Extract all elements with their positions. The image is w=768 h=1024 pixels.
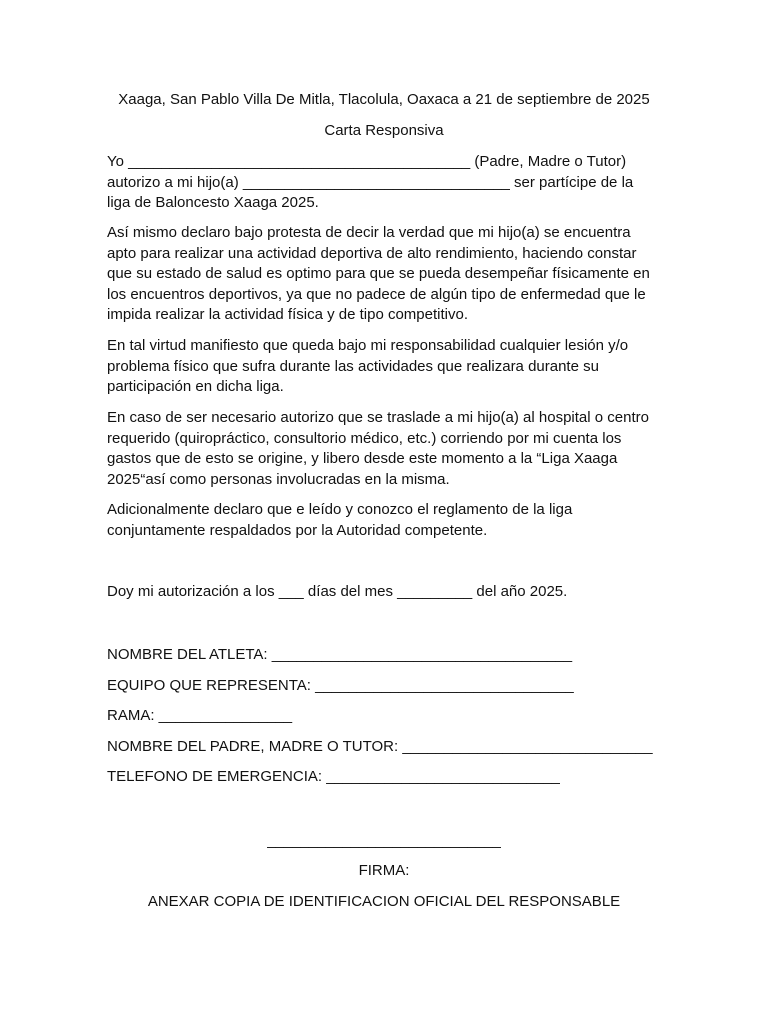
paragraph-line: participación en dicha liga. [107, 378, 284, 396]
signature-label: FIRMA: [358, 862, 410, 879]
annex-note: ANEXAR COPIA DE IDENTIFICACION OFICIAL DEL RESPONSABLE [147, 893, 621, 910]
paragraph-line: impida realizar la actividad física y de tipo competitivo. [107, 306, 468, 324]
paragraph-line: autorizo a mi hijo(a) ________________________________ ser partícipe de la [107, 173, 634, 191]
guardian-name-field: NOMBRE DEL PADRE, MADRE O TUTOR: ______________________________ [107, 738, 653, 755]
branch-field: RAMA: ________________ [107, 707, 293, 724]
paragraph-line: liga de Baloncesto Xaaga 2025. [107, 194, 319, 212]
paragraph-line: apto para realizar una actividad deportiva de alto rendimiento, haciendo constar [107, 244, 637, 262]
paragraph-line: requerido (quiropráctico, consultorio médico, etc.) corriendo por mi cuenta los [107, 429, 622, 447]
paragraph-line: problema físico que sufra durante las actividades que realizara durante su [107, 357, 599, 375]
team-field: EQUIPO QUE REPRESENTA: _______________________________ [107, 677, 574, 694]
paragraph-line: gastos que de esto se origine, y libero desde este momento a la “Liga Xaaga [107, 450, 618, 468]
paragraph-line: Así mismo declaro bajo protesta de decir la verdad que mi hijo(a) se encuentra [107, 224, 631, 241]
document-title: Carta Responsiva [324, 122, 444, 139]
paragraph-line: conjuntamente respaldados por la Autoridad competente. [107, 521, 488, 539]
paragraph-line: Yo _________________________________________ (Padre, Madre o Tutor) [107, 153, 627, 170]
paragraph-responsibility [107, 336, 662, 398]
paragraph-line: los encuentros deportivos, ya que no padece de algún tipo de enfermedad que le [107, 285, 646, 303]
paragraph-line: En tal virtud manifiesto que queda bajo mi responsabilidad cualquier lesión y/o [107, 337, 629, 354]
paragraph-line: que su estado de salud es optimo para que se pueda desempeñar físicamente en [107, 265, 650, 283]
paragraph-health-declaration [107, 223, 662, 326]
emergency-phone-field: TELEFONO DE EMERGENCIA: ____________________________ [107, 768, 560, 785]
paragraph-line: Adicionalmente declaro que e leído y conozco el reglamento de la liga [107, 501, 573, 518]
paragraph-consent [107, 152, 662, 214]
signature-line: ____________________________ [267, 832, 501, 849]
paragraph-regulations [107, 500, 662, 541]
paragraph-line: 2025“así como personas involucradas en la misma. [107, 470, 450, 488]
place-date-line: Xaaga, San Pablo Villa De Mitla, Tlacolula, Oaxaca a 21 de septiembre de 2025 [118, 91, 650, 108]
authorization-line: Doy mi autorización a los ___ días del mes _________ del año 2025. [107, 583, 568, 600]
paragraph-medical-transfer [107, 408, 662, 490]
paragraph-line: En caso de ser necesario autorizo que se traslade a mi hijo(a) al hospital o centro [107, 409, 649, 426]
athlete-name-field: NOMBRE DEL ATLETA: ____________________________________ [107, 646, 573, 663]
